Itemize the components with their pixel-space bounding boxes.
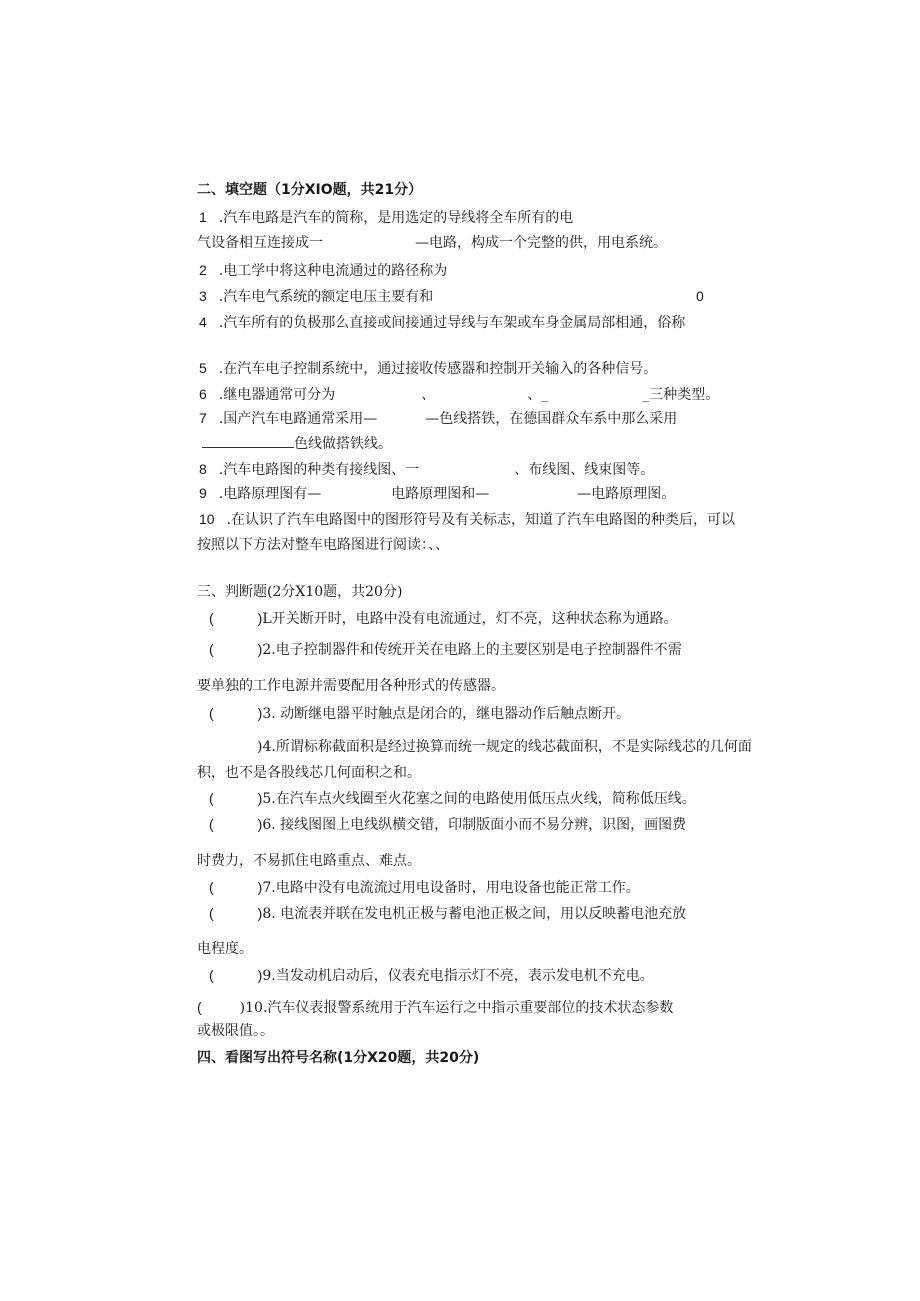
judge-4-line-1: )4.所谓标称截面积是经过换算而统一规定的线芯截面积，不是实际线芯的几何面: [257, 739, 752, 755]
question-text: .电路原理图有—: [218, 486, 322, 502]
question-number: 8: [199, 461, 207, 477]
question-text: .汽车电气系统的额定电压主要有和: [218, 289, 434, 305]
question-text: —色线搭铁，在德国群众车系中那么采用: [425, 411, 678, 427]
answer-paren-open: (: [209, 967, 214, 983]
judge-10-line-1: [197, 997, 673, 1017]
answer-paren-open: (: [209, 879, 214, 895]
question-6: [199, 384, 719, 404]
answer-paren-close: ): [257, 790, 263, 806]
answer-paren-close: ): [257, 610, 263, 626]
answer-paren-open: (: [209, 610, 214, 626]
answer-blank: [202, 433, 294, 448]
question-text: .汽车电路图的种类有接线图、一: [218, 462, 420, 478]
question-3: [199, 286, 433, 306]
judge-text: 2.电子控制器件和传统开关在电路上的主要区别是电子控制器件不需: [262, 642, 682, 658]
judge-3: [209, 703, 630, 723]
question-8: [199, 459, 654, 479]
question-number: 3: [199, 288, 207, 304]
judge-8-line-2: 电程度。: [197, 941, 253, 957]
question-text: 、_: [527, 387, 549, 403]
question-text: —电路，构成一个完整的供，用电系统。: [415, 235, 667, 251]
question-5: [199, 358, 657, 378]
question-text: 色线做搭铁线。: [294, 436, 392, 452]
answer-paren-close: ): [257, 905, 263, 921]
question-4: [199, 312, 685, 332]
question-3-end: 0: [696, 288, 704, 304]
question-text: _三种类型。: [642, 387, 720, 403]
answer-paren-open: (: [209, 705, 214, 721]
answer-paren-open: (: [209, 816, 214, 832]
judge-7: [209, 877, 640, 897]
question-number: 6: [199, 386, 207, 402]
question-number: 10: [199, 511, 215, 527]
section-2-title: 二、填空题（1分XIO题，共21分）: [197, 182, 423, 198]
judge-1: [209, 608, 678, 628]
judge-2-line-1: [209, 639, 682, 659]
section-4-title: 四、看图写出符号名称(1分X20题，共20分): [197, 1050, 480, 1066]
question-number: 7: [199, 410, 207, 426]
question-10-line-1: [199, 509, 735, 529]
judge-text: L开关断开时，电路中没有电流通过，灯不亮，这种状态称为通路。: [262, 611, 678, 627]
judge-text: 8. 电流表并联在发电机正极与蓄电池正极之间，用以反映蓄电池充放: [262, 906, 687, 922]
question-text: —电路原理图。: [577, 486, 676, 502]
judge-text: )10.汽车仪表报警系统用于汽车运行之中指示重要部位的技术状态参数: [239, 1000, 674, 1016]
answer-paren-open: (: [209, 905, 214, 921]
answer-paren-open: (: [197, 999, 202, 1015]
question-text: .在认识了汽车电路图中的图形符号及有关标志，知道了汽车电路图的种类后，可以: [226, 512, 736, 528]
question-text: .汽车电路是汽车的简称，是用选定的导线将全车所有的电: [218, 210, 574, 226]
answer-paren-open: (: [209, 641, 214, 657]
judge-text: 5.在汽车点火线圈至火花塞之间的电路使用低压点火线，简称低压线。: [262, 791, 696, 807]
answer-paren-open: (: [209, 790, 214, 806]
question-10-line-2: 按照以下方法对整车电路图进行阅读：、、: [197, 537, 449, 553]
answer-paren-close: ): [257, 705, 263, 721]
question-text: 、布线图、线束图等。: [514, 462, 655, 478]
question-text: 气设备相互连接成一: [197, 235, 323, 251]
question-number: 5: [199, 360, 207, 376]
judge-text: 7.电路中没有电流流过用电设备时，用电设备也能正常工作。: [262, 880, 640, 896]
question-text: .汽车所有的负极那么直接或间接通过导线与车架或车身金属局部相通，俗称: [218, 315, 686, 331]
judge-text: 6. 接线图图上电线纵横交错，印制版面小而不易分辨，识图，画图费: [262, 817, 687, 833]
question-text: .继电器通常可分为: [218, 387, 336, 403]
question-text: .国产汽车电路通常采用—: [218, 411, 378, 427]
judge-10-line-2: 或极限值。。: [197, 1023, 274, 1039]
question-number: 4: [199, 314, 207, 330]
question-number: 2: [199, 262, 207, 278]
question-text: .在汽车电子控制系统中，通过接收传感器和控制开关输入的各种信号。: [218, 361, 658, 377]
answer-paren-close: ): [257, 641, 263, 657]
question-7-line-1: [199, 408, 677, 428]
question-text: 、: [421, 387, 436, 403]
judge-5: [209, 788, 696, 808]
judge-8-line-1: [209, 903, 686, 923]
question-text: .电工学中将这种电流通过的路径称为: [218, 263, 448, 279]
question-7-line-2: [202, 433, 392, 453]
judge-6-line-2: 时费力，不易抓住电路重点、难点。: [197, 853, 421, 869]
question-1-line-1: [199, 207, 573, 227]
question-1-line-2: [197, 233, 667, 253]
question-text: 电路原理图和—: [391, 486, 490, 502]
question-9: [199, 483, 675, 503]
section-3-title: 三、判断题(2分X10题，共20分): [197, 584, 403, 600]
answer-paren-close: ): [257, 967, 263, 983]
judge-4-line-2: 积，也不是各股线芯几何面积之和。: [197, 765, 421, 781]
judge-2-line-2: 要单独的工作电源并需要配用各种形式的传感器。: [197, 678, 505, 694]
judge-9: [209, 965, 654, 985]
question-number: 1: [199, 209, 207, 225]
judge-6-line-1: [209, 814, 686, 834]
judge-text: 3. 动断继电器平时触点是闭合的，继电器动作后触点断开。: [262, 706, 631, 722]
judge-text: 9.当发动机启动后，仪表充电指示灯不亮，表示发电机不充电。: [262, 968, 654, 984]
question-number: 9: [199, 485, 207, 501]
answer-paren-close: ): [257, 879, 263, 895]
question-2: [199, 260, 447, 280]
answer-paren-close: ): [257, 816, 263, 832]
